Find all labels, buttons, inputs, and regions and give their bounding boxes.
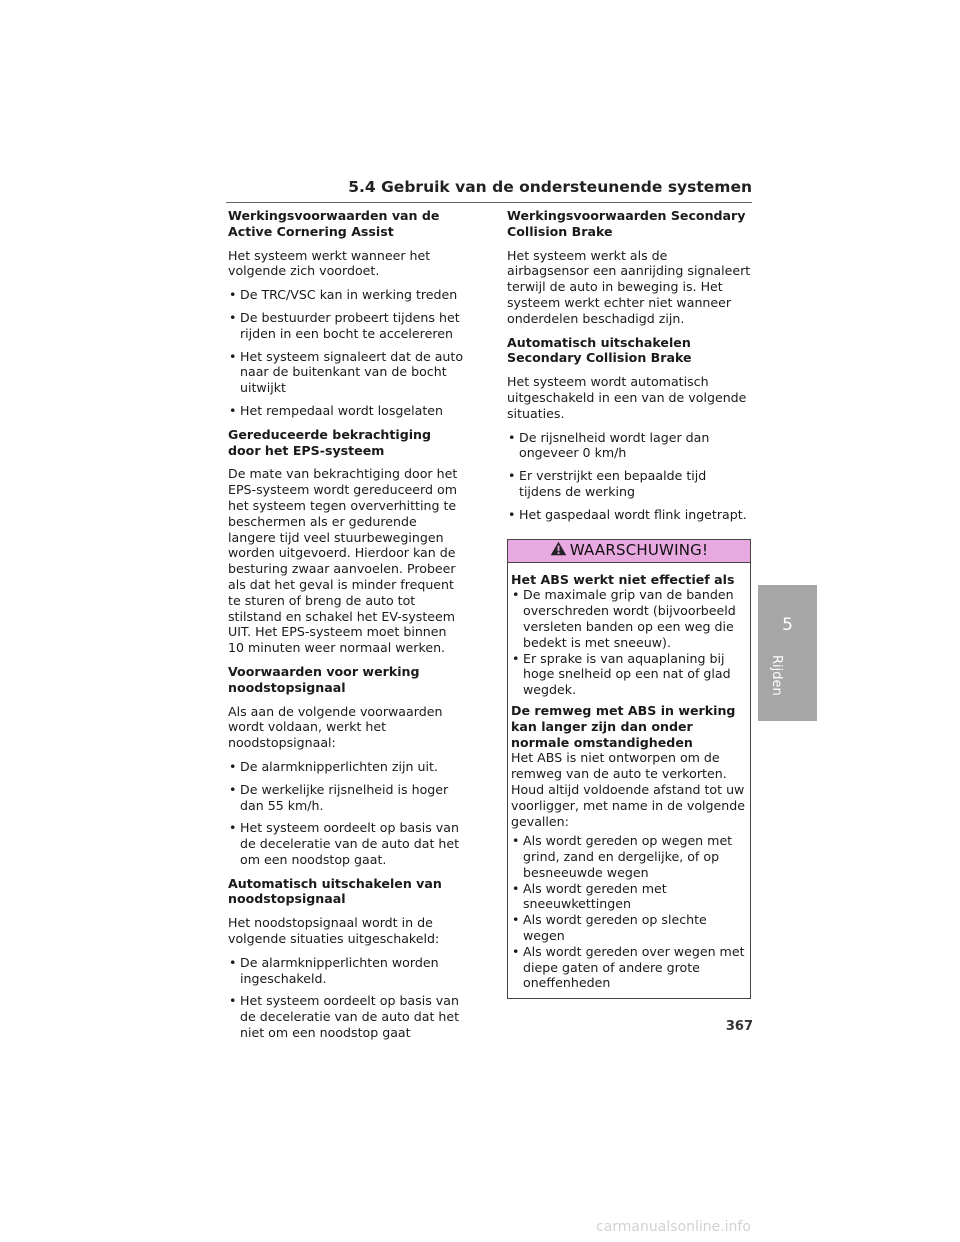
list-item: • De alarmknipperlichten zijn uit. <box>228 759 464 775</box>
bullet-list <box>511 833 747 991</box>
section-header: 5.4 Gebruik van de ondersteunende systemen <box>226 178 752 203</box>
paragraph: Als aan de volgende voorwaarden wordt voldaan, werkt het noodstopsignaal: <box>228 703 443 751</box>
bullet-list <box>228 287 464 419</box>
left-column <box>228 208 464 1049</box>
chapter-label: Rijden <box>769 655 784 696</box>
watermark: carmanualsonline.info <box>596 1219 751 1235</box>
paragraph: Het systeem werkt wanneer het volgende zich voordoet. <box>228 247 431 279</box>
list-item: • Er sprake is van aquaplaning bij hoge snelheid op een nat of glad wegdek. <box>511 651 747 698</box>
list-item: • De alarmknipperlichten worden ingeschakeld. <box>228 955 464 987</box>
list-item: • De werkelijke rijsnelheid is hoger dan 55 km/h. <box>228 782 464 814</box>
list-item: • De rijsnelheid wordt lager dan ongeveer 0 km/h <box>507 430 751 462</box>
subheading: Werkingsvoorwaarden Secondary Collision Brake <box>507 208 746 239</box>
list-item: • Het gaspedaal wordt flink ingetrapt. <box>507 507 751 523</box>
list-item: • Als wordt gereden over wegen met diepe gaten of andere grote oneffenheden <box>511 944 747 991</box>
warning-triangle-icon <box>550 541 567 560</box>
subheading: Werkingsvoorwaarden van de Active Cornering Assist <box>228 208 440 239</box>
list-item: • Het rempedaal wordt losgelaten <box>228 403 464 419</box>
list-item: • Het systeem oordeelt op basis van de deceleratie van de auto dat het om een noodstop gaat. <box>228 820 464 867</box>
list-item: • Er verstrijkt een bepaalde tijd tijdens de werking <box>507 468 751 500</box>
subheading: Voorwaarden voor werking noodstopsignaal <box>228 663 420 695</box>
paragraph: Het ABS is niet ontworpen om de remweg van de auto te verkorten. Houd altijd voldoende afstand tot uw voorligger, met name in de volgende gevallen: <box>511 750 745 829</box>
list-item: • De TRC/VSC kan in werking treden <box>228 287 464 303</box>
warning-title: WAARSCHUWING! <box>569 540 709 559</box>
list-item: • Het systeem signaleert dat de auto naar de buitenkant van de bocht uitwijkt <box>228 349 464 396</box>
list-item: • Als wordt gereden met sneeuwkettingen <box>511 881 747 913</box>
list-item: • De maximale grip van de banden overschreden wordt (bijvoorbeeld versleten banden op een weg die bedekt is met sneeuw). <box>511 587 747 650</box>
list-item: • De bestuurder probeert tijdens het rijden in een bocht te accelereren <box>228 310 464 342</box>
list-item: • Als wordt gereden op wegen met grind, zand en dergelijke, of op besneeuwde wegen <box>511 833 747 880</box>
bullet-list <box>228 955 464 1041</box>
list-item: • Het systeem oordeelt op basis van de deceleratie van de auto dat het niet om een noodstop gaat <box>228 993 464 1040</box>
bullet-list <box>507 430 751 523</box>
subheading: Automatisch uitschakelen Secondary Collision Brake <box>507 334 692 366</box>
bullet-list <box>511 587 747 698</box>
paragraph: Het systeem werkt als de airbagsensor een aanrijding signaleert terwijl de auto in beweging is. Het systeem werkt echter niet wanneer onderdelen beschadigd zijn. <box>507 247 751 326</box>
page-number: 367 <box>725 1019 753 1034</box>
warning-body <box>508 563 750 999</box>
right-column-text <box>507 208 751 523</box>
subheading: De remweg met ABS in werking kan langer zijn dan onder normale omstandigheden <box>511 702 736 750</box>
right-column <box>507 208 751 999</box>
warning-title-bar <box>508 540 750 563</box>
paragraph: De mate van bekrachtiging door het EPS-systeem wordt gereduceerd om het systeem tegen oververhitting te beschermen als er gedurende langere tijd veel stuurbewegingen worden uitgevoerd. Hierdoor kan de besturing zwaar aanvoelen. Probeer als dat het geval is minder frequent te sturen of breng de auto tot stilstand en schakel het EV-systeem UIT. Het EPS-systeem moet binnen 10 minuten weer normaal werken. <box>228 466 458 656</box>
paragraph: Het systeem wordt automatisch uitgeschakeld in een van de volgende situaties. <box>507 374 747 421</box>
list-item: • Als wordt gereden op slechte wegen <box>511 912 747 944</box>
paragraph: Het noodstopsignaal wordt in de volgende situaties uitgeschakeld: <box>228 915 440 947</box>
chapter-number: 5 <box>782 615 793 635</box>
subheading: Het ABS werkt niet effectief als <box>511 571 735 587</box>
subheading: Automatisch uitschakelen van noodstopsignaal <box>228 875 442 907</box>
warning-box <box>507 539 751 1000</box>
subheading: Gereduceerde bekrachtiging door het EPS-systeem <box>228 426 432 458</box>
bullet-list <box>228 759 464 868</box>
chapter-tab[interactable] <box>758 585 817 721</box>
